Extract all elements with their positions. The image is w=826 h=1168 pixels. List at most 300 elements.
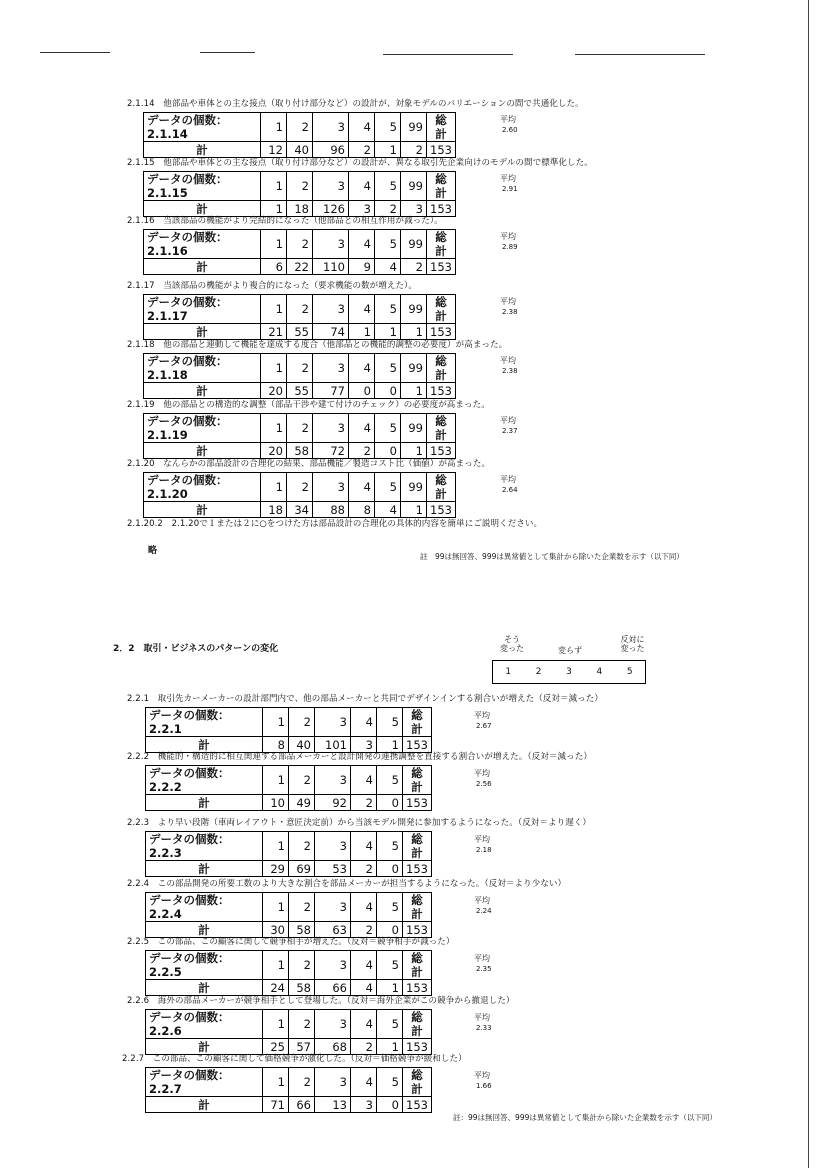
value-cell: 9	[349, 259, 375, 275]
header-cell: 2	[289, 1068, 315, 1097]
value-cell: 49	[289, 795, 315, 811]
question-text: より早い段階（車両レイアウト・意匠決定前）から当該モデル開発に参加するようになった。（反対＝より遅く）	[157, 818, 591, 828]
header-row	[144, 414, 456, 443]
scale-value: 1	[505, 667, 512, 677]
table-label: データの個数：2.1.20	[144, 473, 261, 502]
top-rule-1	[40, 52, 110, 53]
question-2-1-19	[127, 398, 490, 410]
question-id: 2.1.19	[127, 400, 155, 410]
question-2-2-1	[127, 692, 603, 704]
total-row	[144, 259, 456, 275]
table-label: データの個数：2.2.7	[146, 1068, 263, 1097]
header-cell: 総計	[403, 708, 432, 737]
question-text: なんらかの部品設計の合理化の結果、部品機能／製造コスト比（価値）が高まった。	[163, 459, 491, 469]
value-cell: 0	[377, 795, 403, 811]
value-cell: 1	[401, 443, 427, 459]
header-cell: 3	[315, 708, 351, 737]
scale-mid-label: 変らず	[558, 646, 582, 655]
value-cell: 3	[351, 737, 377, 753]
question-text: 機能的・構造的に相互関連する部品メーカーと設計開発の連携調整を直接する割合いが増えた。（反対＝減った）	[157, 752, 592, 762]
header-cell: 2	[287, 295, 313, 324]
value-cell: 153	[403, 737, 432, 753]
header-cell: 4	[351, 951, 377, 980]
value-cell: 30	[263, 922, 289, 938]
value-cell: 40	[289, 737, 315, 753]
value-cell: 0	[377, 861, 403, 877]
value-cell: 0	[375, 443, 401, 459]
total-row	[146, 795, 432, 811]
value-cell: 153	[427, 259, 456, 275]
header-cell: 5	[375, 230, 401, 259]
value-cell: 55	[287, 324, 313, 340]
average-value: 2.67	[476, 722, 492, 730]
header-cell: 5	[375, 473, 401, 502]
value-cell: 1	[401, 502, 427, 518]
value-cell: 1	[261, 201, 287, 217]
data-table	[143, 413, 456, 459]
value-cell: 6	[261, 259, 287, 275]
top-rule-3	[383, 54, 513, 55]
header-cell: 5	[377, 708, 403, 737]
value-cell: 53	[315, 861, 351, 877]
average-value: 1.66	[476, 1082, 492, 1090]
question-2-1-18	[127, 338, 507, 350]
value-cell: 96	[313, 142, 349, 158]
question-id: 2.2.4	[127, 879, 150, 889]
value-cell: 1	[401, 324, 427, 340]
question-text: 当該部品の機能がより複合的になった（要求機能の数が増えた）。	[163, 281, 418, 291]
total-label: 計	[146, 1039, 263, 1055]
value-cell: 101	[315, 737, 351, 753]
value-cell: 110	[313, 259, 349, 275]
average-label: 平均	[474, 1013, 490, 1022]
average-value: 2.38	[502, 367, 518, 375]
value-cell: 74	[313, 324, 349, 340]
value-cell: 22	[287, 259, 313, 275]
header-cell: 総計	[427, 295, 456, 324]
average-label: 平均	[474, 896, 490, 905]
average	[474, 835, 492, 855]
value-cell: 18	[287, 201, 313, 217]
value-cell: 4	[351, 980, 377, 996]
header-cell: 4	[349, 295, 375, 324]
value-cell: 21	[261, 324, 287, 340]
question-id: 2.1.20.2	[127, 519, 163, 529]
header-cell: 3	[313, 230, 349, 259]
average	[474, 711, 492, 731]
table-label: データの個数：2.2.2	[146, 766, 263, 795]
question-id: 2.1.17	[127, 281, 155, 291]
value-cell: 1	[375, 142, 401, 158]
header-cell: 1	[263, 951, 289, 980]
header-cell: 5	[375, 354, 401, 383]
average-value: 2.24	[476, 907, 492, 915]
average-value: 2.89	[502, 243, 518, 251]
data-table	[145, 892, 432, 938]
question-2-1-20-2	[127, 517, 542, 529]
data-table	[143, 112, 456, 158]
value-cell: 40	[287, 142, 313, 158]
header-cell: 99	[401, 172, 427, 201]
header-row	[146, 832, 432, 861]
total-label: 計	[144, 142, 261, 158]
average-label: 平均	[500, 115, 516, 124]
value-cell: 25	[263, 1039, 289, 1055]
header-row	[144, 230, 456, 259]
value-cell: 4	[375, 259, 401, 275]
table-label: データの個数：2.2.4	[146, 893, 263, 922]
question-2-2-7	[122, 1052, 467, 1064]
table-label: データの個数：2.2.5	[146, 951, 263, 980]
average-label: 平均	[500, 297, 516, 306]
question-text: 当該部品の機能がより完結的になった（他部品との相互作用が減った）。	[163, 216, 443, 226]
header-cell: 総計	[427, 473, 456, 502]
average-value: 2.64	[502, 486, 518, 494]
data-table	[143, 353, 456, 399]
header-cell: 2	[289, 1010, 315, 1039]
question-text: 取引先カーメーカーの設計部門内で、他の部品メーカーと共同でデザインインする割合いが増えた（反対＝減った）	[157, 694, 604, 704]
header-cell: 3	[313, 354, 349, 383]
header-cell: 総計	[403, 766, 432, 795]
question-id: 2.1.15	[127, 158, 155, 168]
question-text: 他の部品との構造的な調整（部品干渉や建て付けのチェック）の必要度が高まった。	[163, 400, 490, 410]
total-row	[146, 861, 432, 877]
value-cell: 66	[289, 1097, 315, 1113]
total-label: 計	[144, 443, 261, 459]
table-label: データの個数：2.1.18	[144, 354, 261, 383]
question-id: 2.2.2	[127, 752, 150, 762]
header-cell: 5	[375, 113, 401, 142]
data-table	[145, 1067, 432, 1113]
table-label: データの個数：2.1.16	[144, 230, 261, 259]
question-2-1-16	[127, 214, 443, 226]
header-cell: 3	[315, 951, 351, 980]
scale-box	[492, 660, 646, 684]
header-cell: 4	[349, 230, 375, 259]
value-cell: 153	[403, 980, 432, 996]
value-cell: 8	[349, 502, 375, 518]
question-2-2-4	[127, 877, 566, 889]
average	[500, 356, 518, 376]
header-cell: 3	[315, 1068, 351, 1097]
average	[474, 1071, 492, 1091]
header-row	[144, 172, 456, 201]
data-table	[145, 707, 432, 753]
value-cell: 2	[349, 443, 375, 459]
header-cell: 1	[263, 1010, 289, 1039]
footnote-1: 註 99は無回答、999は異常値として集計から除いた企業数を示す（以下同）	[420, 552, 684, 561]
value-cell: 18	[261, 502, 287, 518]
question-text: 他の部品と連動して機能を達成する度合（他部品との機能的調整の必要度）が高まった。	[163, 340, 508, 350]
value-cell: 20	[261, 383, 287, 399]
data-table	[145, 950, 432, 996]
scale-value: 5	[626, 667, 633, 677]
header-cell: 総計	[427, 354, 456, 383]
scale-value: 2	[535, 667, 542, 677]
header-cell: 4	[351, 832, 377, 861]
value-cell: 8	[263, 737, 289, 753]
question-text: 海外の部品メーカーが競争相手として登場した。（反対＝海外企業がこの競争から撤退した）	[157, 996, 515, 1006]
value-cell: 63	[315, 922, 351, 938]
header-cell: 総計	[403, 893, 432, 922]
value-cell: 69	[289, 861, 315, 877]
header-cell: 5	[377, 893, 403, 922]
average-label: 平均	[500, 232, 516, 241]
value-cell: 10	[263, 795, 289, 811]
value-cell: 92	[315, 795, 351, 811]
header-cell: 2	[289, 766, 315, 795]
total-label: 計	[146, 922, 263, 938]
header-cell: 総計	[403, 1010, 432, 1039]
total-label: 計	[146, 795, 263, 811]
value-cell: 153	[427, 142, 456, 158]
header-cell: 1	[261, 414, 287, 443]
header-cell: 5	[377, 951, 403, 980]
value-cell: 58	[289, 980, 315, 996]
header-cell: 総計	[403, 1068, 432, 1097]
header-cell: 99	[401, 414, 427, 443]
abbreviation: 略	[148, 546, 158, 556]
header-cell: 3	[313, 414, 349, 443]
header-cell: 4	[349, 113, 375, 142]
header-cell: 1	[261, 295, 287, 324]
value-cell: 3	[351, 1097, 377, 1113]
header-cell: 5	[377, 832, 403, 861]
header-row	[146, 1068, 432, 1097]
table-label: データの個数：2.1.15	[144, 172, 261, 201]
question-text: 他部品や車体との主な接点（取り付け部分など）の設計が、異なる取引先企業向けのモデルの間で標準化した。	[163, 158, 593, 168]
value-cell: 12	[261, 142, 287, 158]
header-cell: 2	[287, 113, 313, 142]
question-2-2-6	[127, 994, 515, 1006]
top-rule-4	[575, 54, 705, 55]
average-label: 平均	[474, 769, 490, 778]
total-label: 計	[146, 1097, 263, 1113]
value-cell: 1	[401, 383, 427, 399]
header-cell: 4	[351, 1010, 377, 1039]
value-cell: 153	[403, 1097, 432, 1113]
question-2-2-2	[127, 750, 592, 762]
value-cell: 2	[351, 861, 377, 877]
total-row	[146, 1097, 432, 1113]
average	[500, 416, 518, 436]
header-cell: 3	[315, 766, 351, 795]
value-cell: 153	[427, 443, 456, 459]
header-cell: 2	[289, 951, 315, 980]
header-cell: 5	[375, 172, 401, 201]
question-id: 2.1.16	[127, 216, 155, 226]
value-cell: 153	[427, 324, 456, 340]
average-value: 2.56	[476, 780, 492, 788]
header-cell: 3	[313, 113, 349, 142]
average-label: 平均	[500, 356, 516, 365]
question-2-1-14	[127, 97, 584, 109]
value-cell: 153	[427, 502, 456, 518]
header-cell: 1	[263, 832, 289, 861]
value-cell: 153	[403, 795, 432, 811]
scale-left-label: そう 変った	[500, 635, 524, 653]
value-cell: 3	[349, 201, 375, 217]
header-cell: 2	[287, 473, 313, 502]
header-cell: 99	[401, 354, 427, 383]
question-2-1-17	[127, 279, 417, 291]
value-cell: 72	[313, 443, 349, 459]
value-cell: 153	[403, 861, 432, 877]
header-cell: 99	[401, 230, 427, 259]
data-table	[145, 831, 432, 877]
header-cell: 2	[287, 414, 313, 443]
data-table	[143, 171, 456, 217]
average	[500, 115, 518, 135]
header-cell: 4	[351, 708, 377, 737]
header-cell: 5	[375, 295, 401, 324]
header-cell: 4	[349, 414, 375, 443]
question-id: 2.2.3	[127, 818, 150, 828]
average	[474, 769, 492, 789]
average-label: 平均	[500, 174, 516, 183]
header-cell: 1	[261, 473, 287, 502]
data-table	[143, 229, 456, 275]
header-cell: 1	[261, 172, 287, 201]
value-cell: 2	[351, 922, 377, 938]
value-cell: 58	[287, 443, 313, 459]
value-cell: 2	[375, 201, 401, 217]
header-cell: 総計	[427, 414, 456, 443]
table-label: データの個数：2.2.3	[146, 832, 263, 861]
header-cell: 5	[377, 766, 403, 795]
header-cell: 3	[315, 832, 351, 861]
average-value: 2.60	[502, 126, 518, 134]
total-label: 計	[144, 383, 261, 399]
value-cell: 3	[401, 201, 427, 217]
top-rule-2	[200, 52, 255, 53]
header-row	[144, 354, 456, 383]
average-label: 平均	[500, 475, 516, 484]
question-id: 2.1.14	[127, 99, 155, 109]
value-cell: 4	[375, 502, 401, 518]
header-cell: 1	[263, 708, 289, 737]
header-cell: 総計	[427, 113, 456, 142]
question-id: 2.2.6	[127, 996, 150, 1006]
header-cell: 1	[263, 1068, 289, 1097]
header-cell: 5	[377, 1068, 403, 1097]
average-value: 2.38	[502, 308, 518, 316]
header-row	[146, 766, 432, 795]
header-cell: 2	[287, 354, 313, 383]
value-cell: 29	[263, 861, 289, 877]
total-row	[144, 383, 456, 399]
section-number: 2．2	[113, 644, 135, 654]
value-cell: 1	[377, 1039, 403, 1055]
average-label: 平均	[500, 416, 516, 425]
header-cell: 3	[313, 172, 349, 201]
average	[474, 954, 492, 974]
header-cell: 4	[351, 1068, 377, 1097]
question-text: この部品、この顧客に関して価格競争が激化した。（反対＝価格競争が緩和した）	[152, 1054, 467, 1064]
footnote-2: 註：99は無回答、999は異常値として集計から除いた企業数を示す（以下同）	[453, 1113, 717, 1122]
header-cell: 4	[349, 172, 375, 201]
value-cell: 57	[289, 1039, 315, 1055]
value-cell: 0	[377, 1097, 403, 1113]
data-table	[143, 294, 456, 340]
table-label: データの個数：2.1.19	[144, 414, 261, 443]
header-cell: 2	[287, 230, 313, 259]
value-cell: 2	[351, 1039, 377, 1055]
section-2-2-heading	[113, 641, 278, 654]
total-label: 計	[146, 861, 263, 877]
table-label: データの個数：2.2.1	[146, 708, 263, 737]
question-text: 他部品や車体との主な接点（取り付け部分など）の設計が、対象モデルのバリエーションの間で共通化した。	[163, 99, 584, 109]
value-cell: 2	[349, 142, 375, 158]
value-cell: 77	[313, 383, 349, 399]
data-table	[145, 765, 432, 811]
average-label: 平均	[474, 835, 490, 844]
header-row	[146, 1010, 432, 1039]
question-2-1-15	[127, 156, 593, 168]
value-cell: 153	[403, 1039, 432, 1055]
average	[500, 232, 518, 252]
average-value: 2.91	[502, 185, 518, 193]
table-label: データの個数：2.2.6	[146, 1010, 263, 1039]
value-cell: 58	[289, 922, 315, 938]
header-cell: 1	[263, 766, 289, 795]
value-cell: 20	[261, 443, 287, 459]
header-cell: 5	[375, 414, 401, 443]
header-cell: 99	[401, 113, 427, 142]
total-label: 計	[144, 502, 261, 518]
header-cell: 1	[261, 230, 287, 259]
header-cell: 3	[315, 893, 351, 922]
header-cell: 総計	[427, 172, 456, 201]
question-id: 2.2.5	[127, 937, 150, 947]
header-row	[144, 473, 456, 502]
header-cell: 4	[349, 354, 375, 383]
value-cell: 2	[401, 142, 427, 158]
value-cell: 66	[315, 980, 351, 996]
question-2-1-20	[127, 457, 490, 469]
scale-right-label: 反対に 変った	[620, 635, 645, 653]
header-cell: 1	[261, 354, 287, 383]
average-value: 2.33	[476, 1024, 492, 1032]
value-cell: 0	[349, 383, 375, 399]
header-row	[146, 893, 432, 922]
average	[474, 896, 492, 916]
header-cell: 2	[287, 172, 313, 201]
question-id: 2.2.7	[122, 1054, 145, 1064]
average-label: 平均	[474, 954, 490, 963]
header-cell: 4	[349, 473, 375, 502]
header-row	[144, 113, 456, 142]
header-cell: 4	[351, 766, 377, 795]
table-label: データの個数：2.1.14	[144, 113, 261, 142]
value-cell: 0	[375, 383, 401, 399]
section-title: 取引・ビジネスのパターンの変化	[143, 644, 279, 654]
scale-value: 4	[596, 667, 603, 677]
value-cell: 2	[351, 795, 377, 811]
value-cell: 71	[263, 1097, 289, 1113]
header-cell: 2	[289, 893, 315, 922]
total-label: 計	[144, 324, 261, 340]
header-cell: 総計	[427, 230, 456, 259]
question-text: この部品、この顧客に関して競争相手が増えた。（反対＝競争相手が減った）	[157, 937, 455, 947]
header-cell: 1	[263, 893, 289, 922]
average	[500, 174, 518, 194]
average-label: 平均	[474, 711, 490, 720]
total-label: 計	[144, 201, 261, 217]
question-id: 2.1.18	[127, 340, 155, 350]
table-label: データの個数：2.1.17	[144, 295, 261, 324]
value-cell: 55	[287, 383, 313, 399]
